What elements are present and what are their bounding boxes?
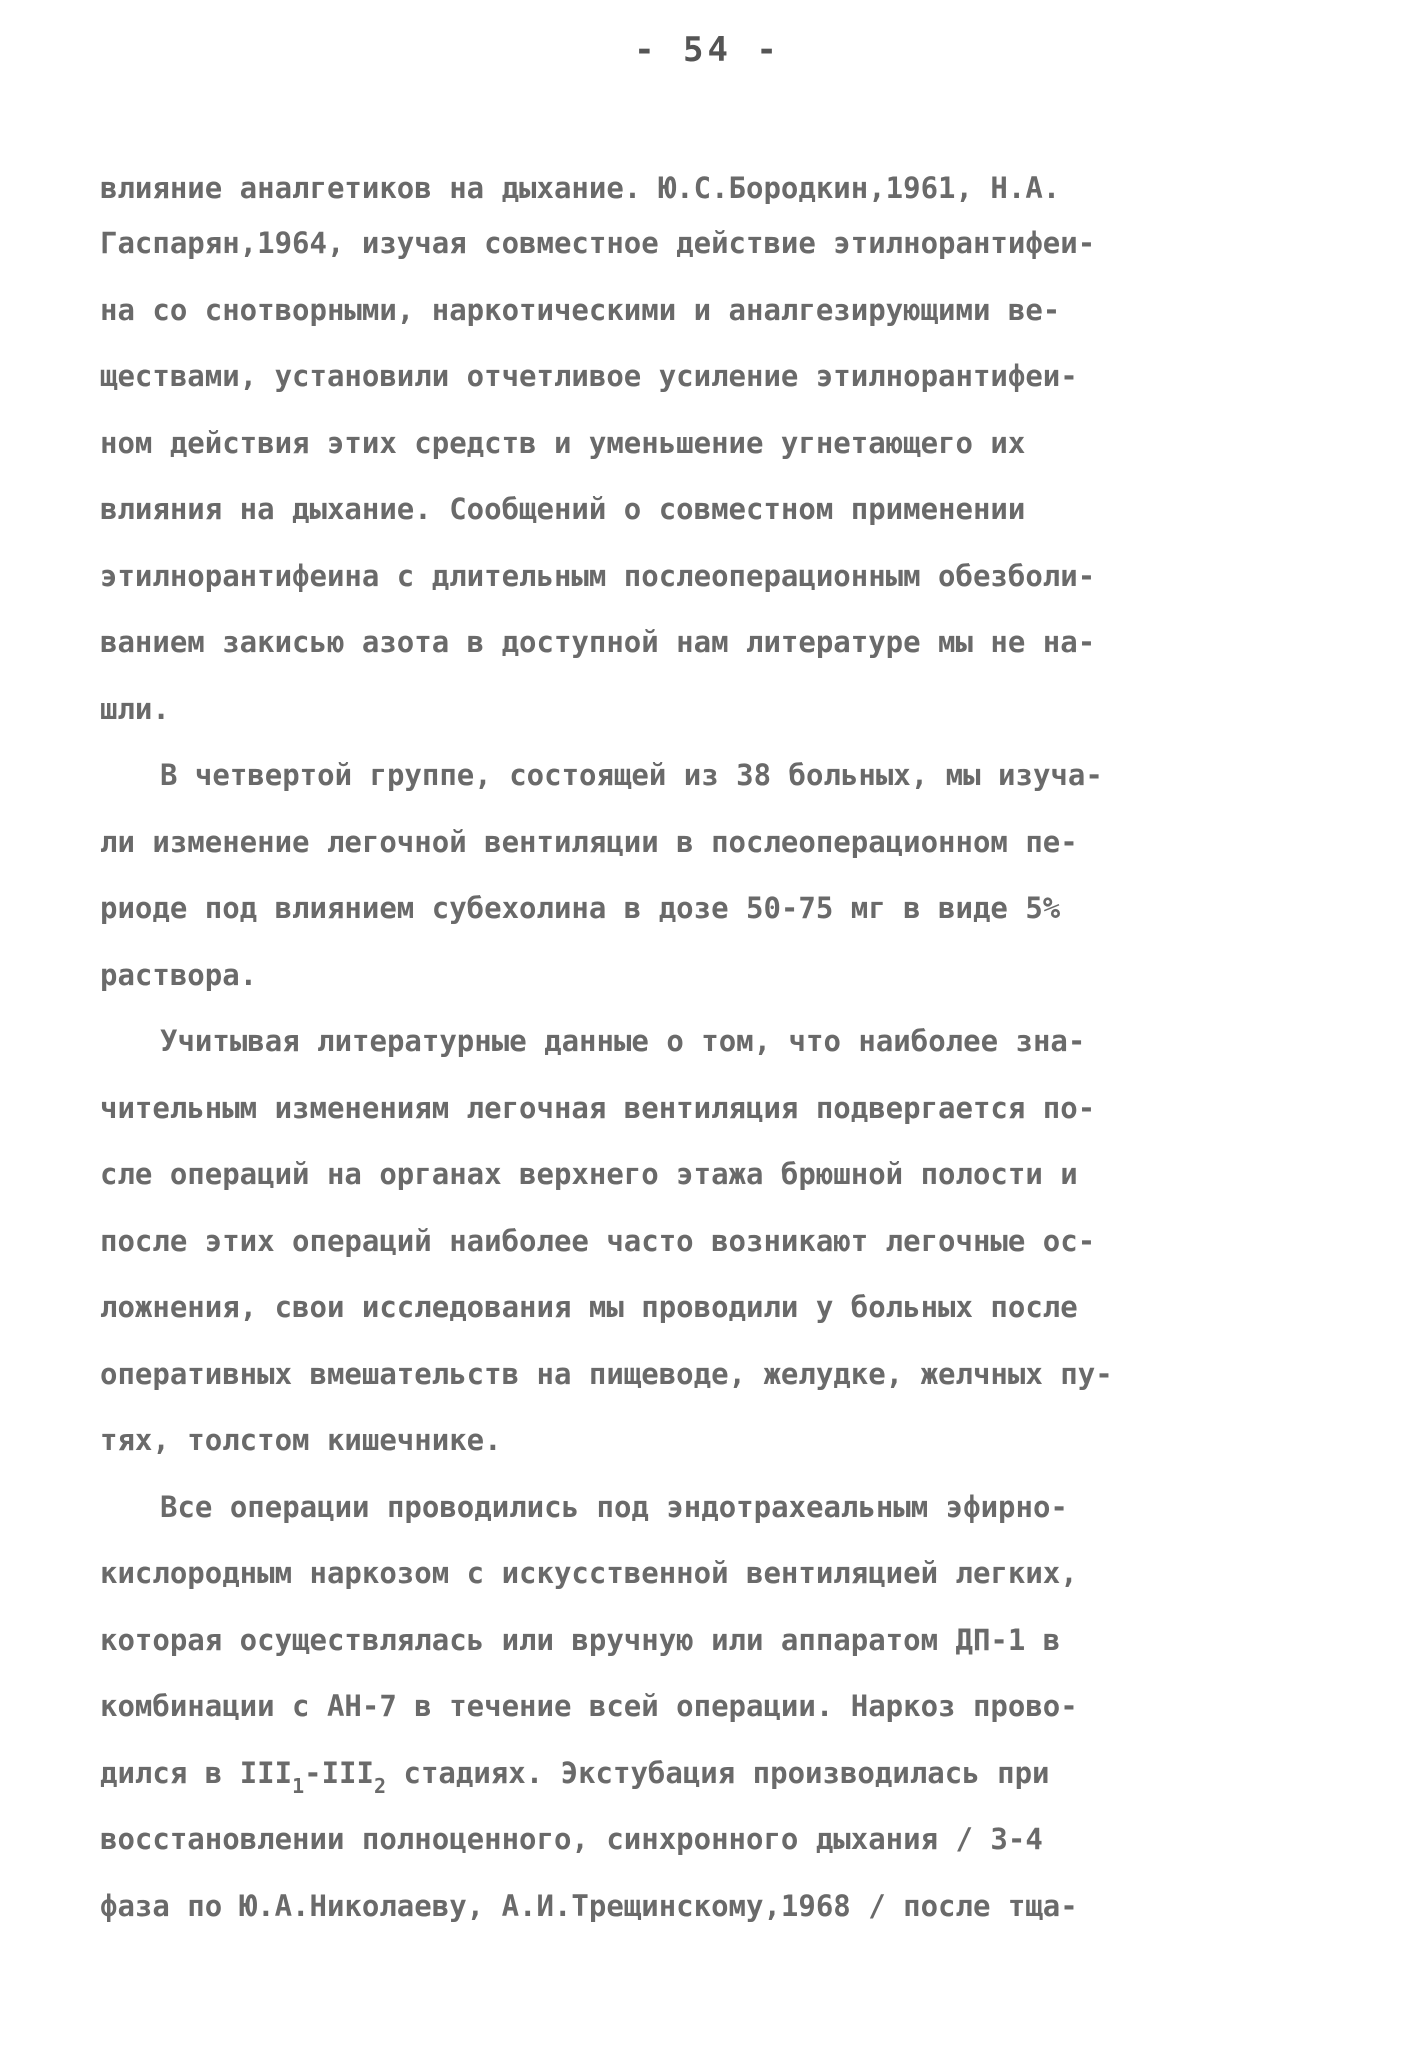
text-line: восстановлении полноценного, синхронного дыхания / 3-4 — [100, 1822, 1043, 1856]
text-line: риоде под влиянием субехолина в дозе 50-75 мг в виде 5% — [100, 891, 1061, 925]
text-line: влияние аналгетиков на дыхание. Ю.С.Бородкин,1961, Н.А. — [100, 171, 1061, 205]
text-line: которая осуществлялась или вручную или аппаратом ДП-1 в — [100, 1623, 1061, 1657]
text-line-stages — [100, 1753, 1050, 1798]
text-line: комбинации с АН-7 в течение всей операции. Наркоз прово- — [100, 1689, 1078, 1723]
text-line: ложнения, свои исследования мы проводили у больных после — [100, 1290, 1078, 1324]
text-line: ществами, установили отчетливое усиление этилнорантифеи- — [100, 359, 1078, 393]
text-line: Все операции проводились под эндотрахеальным эфирно- — [160, 1490, 1068, 1524]
stage-subscript-b: 2 — [373, 1774, 387, 1798]
text-line: ванием закисью азота в доступной нам литературе мы не на- — [100, 625, 1096, 659]
page-number: - 54 - — [634, 30, 781, 70]
text-line: шли. — [100, 692, 170, 726]
stage-dash: - — [304, 1756, 322, 1790]
text-line: раствора. — [100, 958, 258, 992]
stage-roman-a: III — [239, 1756, 293, 1790]
text-line: сле операций на органах верхнего этажа брюшной полости и — [100, 1157, 1078, 1191]
text-line: этилнорантифеина с длительным послеоперационным обезболи- — [100, 559, 1096, 593]
text-line: влияния на дыхание. Сообщений о совместном применении — [100, 492, 1026, 526]
text-line: В четвертой группе, состоящей из 38 больных, мы изуча- — [160, 758, 1103, 792]
text-line: после этих операций наиболее часто возникают легочные ос- — [100, 1224, 1096, 1258]
text-line: Гаспарян,1964, изучая совместное действие этилнорантифеи- — [100, 226, 1096, 260]
text-line: Учитывая литературные данные о том, что наиболее зна- — [160, 1024, 1086, 1058]
text-line: на со снотворными, наркотическими и аналгезирующими ве- — [100, 293, 1061, 327]
text-line: чительным изменениям легочная вентиляция подвергается по- — [100, 1091, 1096, 1125]
text-line: ном действия этих средств и уменьшение угнетающего их — [100, 426, 1026, 460]
text-line: оперативных вмешательств на пищеводе, желудке, желчных пу- — [100, 1357, 1113, 1391]
text-line: кислородным наркозом с искусственной вентиляцией легких, — [100, 1556, 1078, 1590]
stage-text-before: дился в — [100, 1756, 240, 1790]
stage-text-after: стадиях. Экстубация производилась при — [386, 1756, 1050, 1790]
text-line: тях, толстом кишечнике. — [100, 1423, 502, 1457]
text-line: фаза по Ю.А.Николаеву, А.И.Трещинскому,1968 / после тща- — [100, 1889, 1078, 1923]
stage-subscript-a: 1 — [292, 1774, 305, 1798]
stage-roman-b: III — [321, 1756, 374, 1790]
text-line: ли изменение легочной вентиляции в послеоперационном пе- — [100, 825, 1078, 859]
